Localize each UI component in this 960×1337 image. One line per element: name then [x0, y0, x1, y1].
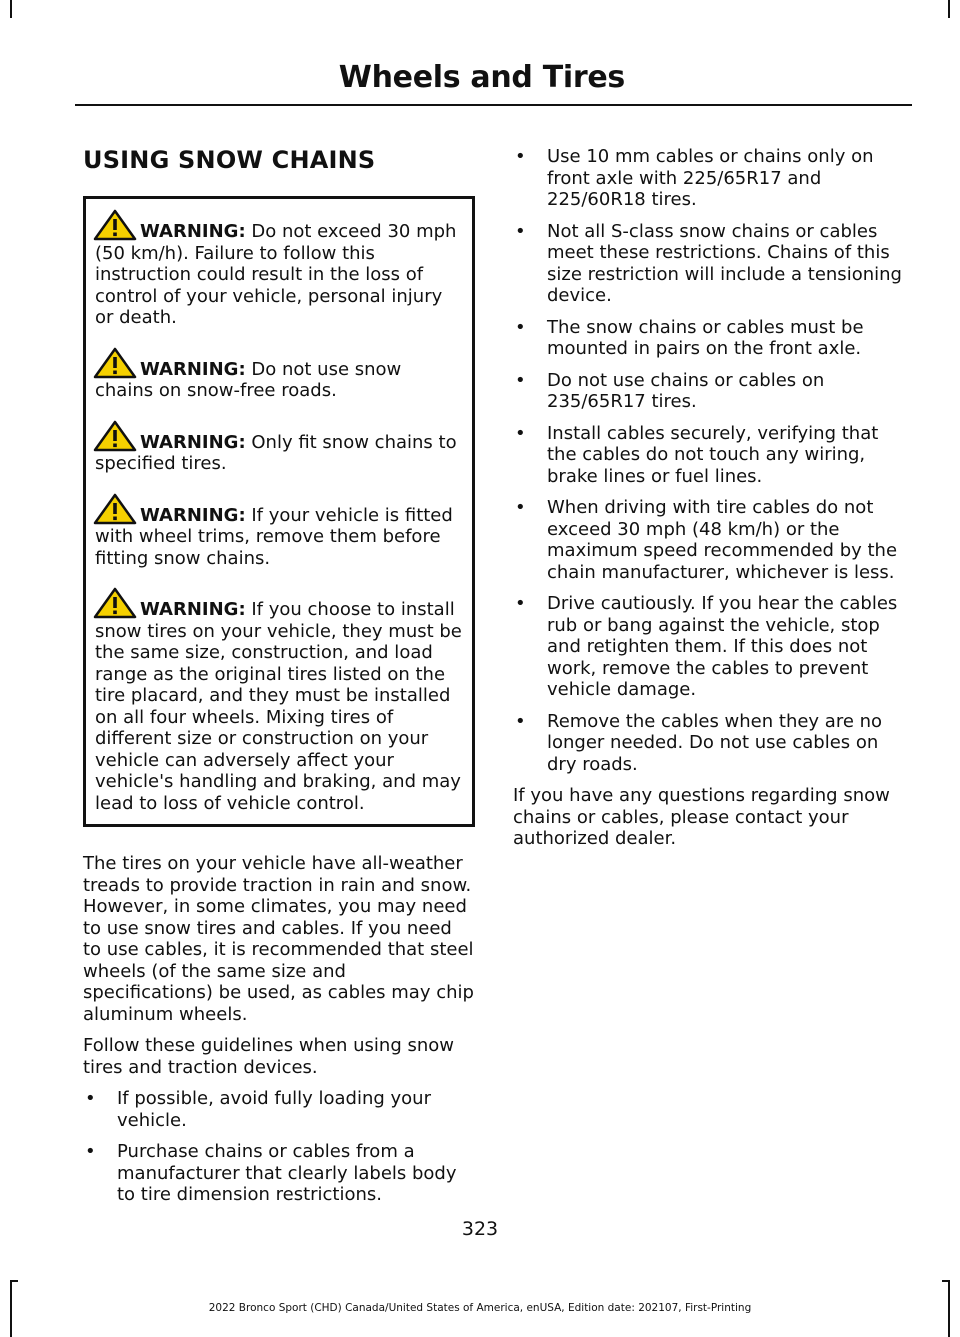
list-item-text: Not all S-class snow chains or cables meet these restrictions. Chains of this size restriction will include a tensioning device.: [547, 220, 902, 306]
list-item: [513, 146, 910, 211]
warning-box: [83, 196, 475, 827]
left-bullet-list: [83, 1088, 475, 1206]
warning-triangle-icon: [93, 587, 137, 619]
warning-text: Do not exceed 30 mph (50 km/h). Failure to follow this instruction could result in the loss of control of your vehicle, personal injury or death.: [95, 221, 457, 328]
crop-mark-bottom-left-h: [10, 1280, 18, 1282]
crop-mark-bottom-right-h: [942, 1280, 950, 1282]
bullet-marker: •: [515, 593, 526, 614]
bullet-marker: •: [515, 422, 526, 444]
list-item-text: If possible, avoid fully loading your vehicle.: [117, 1088, 431, 1131]
paragraph-contact-dealer: If you have any questions regarding snow chains or cables, please contact your authorized dealer.: [513, 785, 890, 849]
warning-label: WARNING:: [140, 358, 246, 380]
warning-4: [95, 493, 464, 570]
right-bullet-list: [513, 146, 910, 775]
bullet-marker: •: [515, 369, 526, 391]
warning-text: If you choose to install snow tires on your vehicle, they must be the same size, construction, and load range as the original tires listed on the tire placard, and they must be installed on all four wheels. Mixing tires of different size or construction on your vehicle can adversely affect your vehicle's handling and braking, and may lead to loss of vehicle control.: [95, 599, 462, 814]
bullet-marker: •: [515, 220, 526, 242]
list-item-text: Do not use chains or cables on 235/65R17 tires.: [547, 369, 825, 412]
bullet-marker: •: [515, 497, 526, 518]
footer-edition-info: 2022 Bronco Sport (CHD) Canada/United States of America, enUSA, Edition date: 202107, First-Printing: [208, 1302, 752, 1314]
warning-3: [95, 420, 464, 475]
page-number: 323: [461, 1218, 499, 1240]
warning-label: WARNING:: [140, 221, 246, 242]
bullet-marker: •: [85, 1141, 96, 1162]
bullet-marker: •: [515, 146, 526, 167]
crop-mark-top-right: [948, 0, 950, 18]
warning-2: [95, 347, 464, 402]
warning-5: [95, 587, 464, 814]
list-item-text: Use 10 mm cables or chains only on front axle with 225/65R17 and 225/60R18 tires.: [547, 146, 874, 210]
warning-text: Do not use snow chains on snow-free roads.: [95, 358, 402, 401]
header-divider: [75, 104, 912, 106]
list-item-text: Purchase chains or cables from a manufacturer that clearly labels body to tire dimension restrictions.: [117, 1141, 457, 1205]
list-item: [513, 317, 910, 360]
list-item: [513, 221, 910, 307]
bullet-marker: •: [515, 710, 526, 732]
page-header-title: Wheels and Tires: [338, 60, 625, 95]
list-item: [513, 370, 910, 413]
list-item-text: Remove the cables when they are no longer needed. Do not use cables on dry roads.: [547, 710, 883, 775]
warning-triangle-icon: [93, 209, 137, 241]
warning-1: [95, 209, 464, 329]
crop-mark-top-left: [10, 0, 12, 18]
list-item: [513, 423, 910, 488]
list-item-text: Drive cautiously. If you hear the cables rub or bang against the vehicle, stop and retighten them. If this does not work, remove the cables to prevent vehicle damage.: [547, 593, 898, 700]
warning-triangle-icon: [93, 493, 137, 525]
bullet-marker: •: [85, 1088, 96, 1109]
warning-label: WARNING:: [140, 599, 246, 620]
list-item: [83, 1088, 475, 1131]
list-item: [513, 593, 910, 701]
left-column: [83, 146, 475, 1216]
section-title: USING SNOW CHAINS: [83, 146, 376, 174]
right-column: [513, 146, 910, 860]
bullet-marker: •: [515, 316, 526, 338]
warning-triangle-icon: [93, 347, 137, 379]
list-item-text: The snow chains or cables must be mounted in pairs on the front axle.: [547, 316, 864, 359]
list-item: [83, 1141, 475, 1206]
list-item: [513, 711, 910, 776]
paragraph-guidelines-intro: Follow these guidelines when using snow tires and traction devices.: [83, 1035, 455, 1078]
list-item: [513, 497, 910, 583]
list-item-text: Install cables securely, verifying that the cables do not touch any wiring, brake lines or fuel lines.: [547, 422, 879, 487]
warning-label: WARNING:: [140, 504, 246, 526]
list-item-text: When driving with tire cables do not exceed 30 mph (48 km/h) or the maximum speed recommended by the chain manufacturer, whichever is less.: [547, 497, 898, 583]
warning-text: Only fit snow chains to specified tires.: [95, 431, 457, 474]
warning-label: WARNING:: [140, 431, 246, 453]
warning-triangle-icon: [93, 420, 137, 452]
paragraph-all-weather-treads: The tires on your vehicle have all-weather treads to provide traction in rain and snow. However, in some climates, you may need to use snow tires and cables. If you need to use cables, it is recommended that steel wheels (of the same size and specifications) be used, as cables may chip aluminum wheels.: [83, 853, 474, 1025]
warning-text: If your vehicle is fitted with wheel trims, remove them before fitting snow chains.: [95, 504, 453, 569]
